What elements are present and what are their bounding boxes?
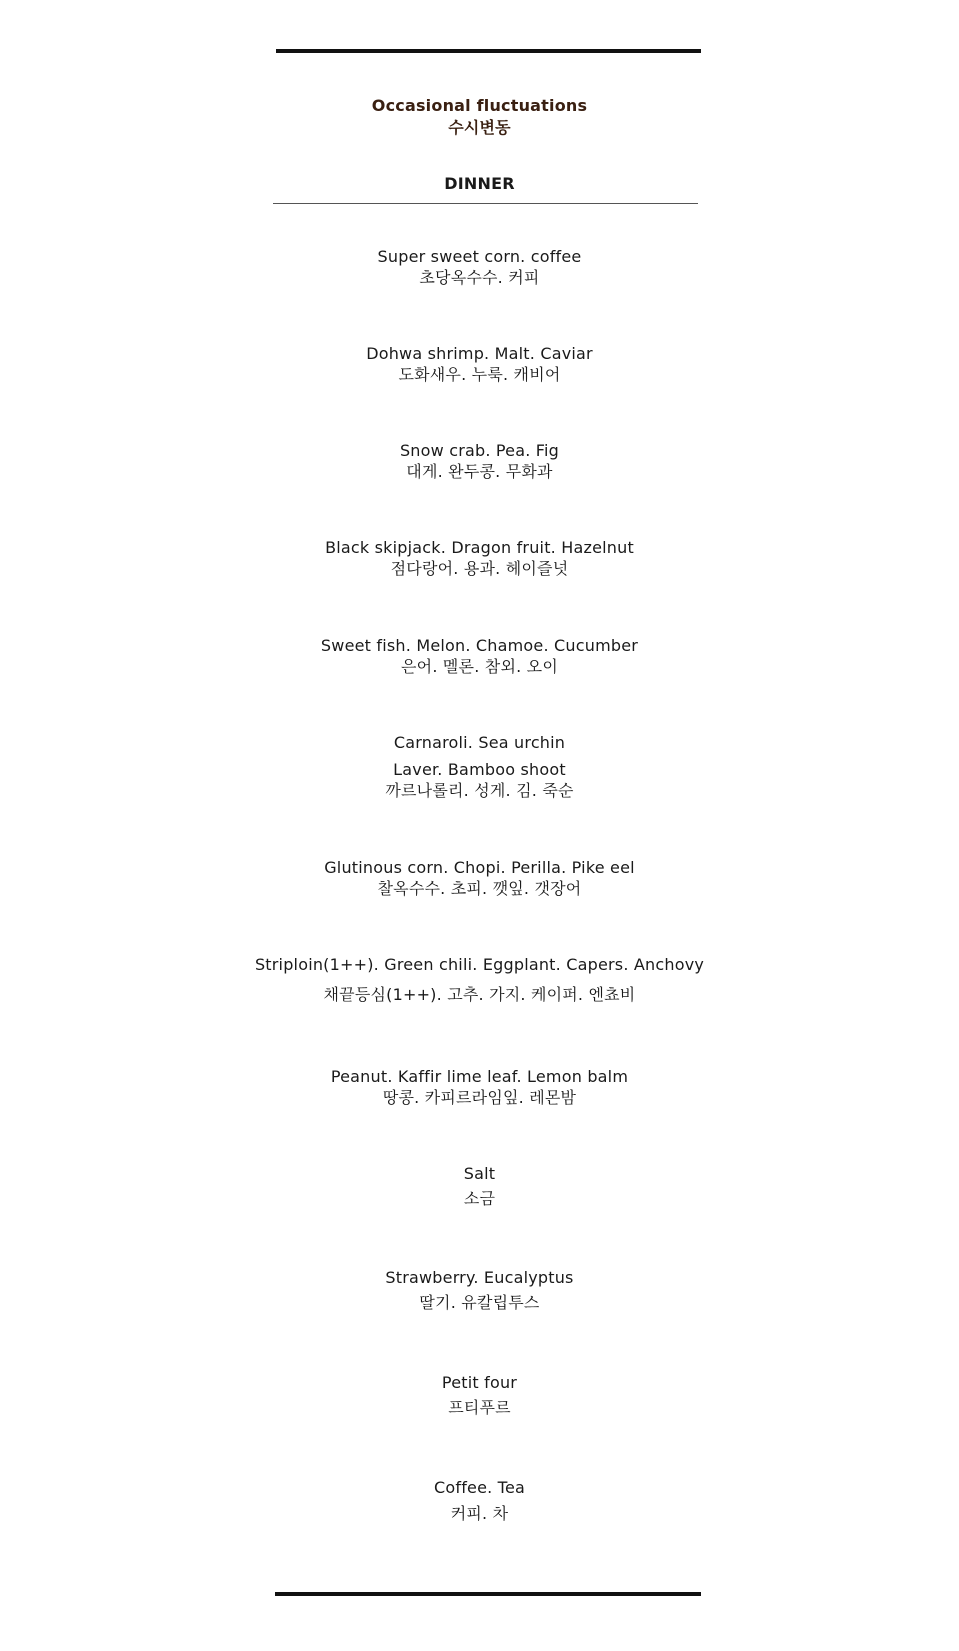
course-name-ko: 점다랑어. 용과. 헤이즐넛 — [390, 559, 569, 578]
notice-english: Occasional fluctuations — [371, 96, 588, 115]
course-name-en: Dohwa shrimp. Malt. Caviar — [366, 344, 593, 363]
course-name-en-continued: Laver. Bamboo shoot — [393, 760, 566, 779]
course-name-en: Peanut. Kaffir lime leaf. Lemon balm — [330, 1067, 629, 1086]
course-name-ko: 초당옥수수. 커피 — [419, 268, 540, 287]
course-name-ko: 커피. 차 — [450, 1504, 509, 1523]
top-divider — [276, 49, 701, 53]
course-name-ko: 딸기. 유칼립투스 — [419, 1293, 540, 1312]
course-name-ko: 찰옥수수. 초피. 깻잎. 갯장어 — [377, 879, 582, 898]
course-name-en: Striploin(1++). Green chili. Eggplant. Capers. Anchovy — [254, 955, 705, 974]
bottom-divider — [275, 1592, 701, 1596]
course-name-en: Strawberry. Eucalyptus — [385, 1268, 574, 1287]
course-name-ko: 까르나롤리. 성게. 김. 죽순 — [385, 781, 574, 800]
course-name-en: Snow crab. Pea. Fig — [399, 441, 560, 460]
course-name-ko: 땅콩. 카피르라임잎. 레몬밤 — [382, 1088, 577, 1107]
course-name-en: Black skipjack. Dragon fruit. Hazelnut — [325, 538, 634, 557]
course-name-en: Salt — [463, 1164, 496, 1183]
course-name-en: Coffee. Tea — [434, 1478, 525, 1497]
course-name-ko: 프티푸르 — [448, 1398, 511, 1417]
course-name-en: Glutinous corn. Chopi. Perilla. Pike eel — [324, 858, 635, 877]
notice-korean: 수시변동 — [448, 118, 511, 137]
course-name-ko: 대게. 완두콩. 무화과 — [406, 462, 553, 481]
course-name-ko: 채끝등심(1++). 고추. 가지. 케이퍼. 엔쵸비 — [323, 985, 636, 1004]
menu-title: DINNER — [444, 174, 515, 193]
course-name-en: Super sweet corn. coffee — [377, 247, 582, 266]
title-divider — [273, 203, 698, 204]
course-name-en: Sweet fish. Melon. Chamoe. Cucumber — [320, 636, 639, 655]
course-name-en: Petit four — [441, 1373, 518, 1392]
course-name-en: Carnaroli. Sea urchin — [393, 733, 566, 752]
course-name-ko: 은어. 멜론. 참외. 오이 — [401, 657, 558, 676]
course-name-ko: 도화새우. 누룩. 캐비어 — [398, 365, 561, 384]
course-name-ko: 소금 — [463, 1189, 496, 1208]
